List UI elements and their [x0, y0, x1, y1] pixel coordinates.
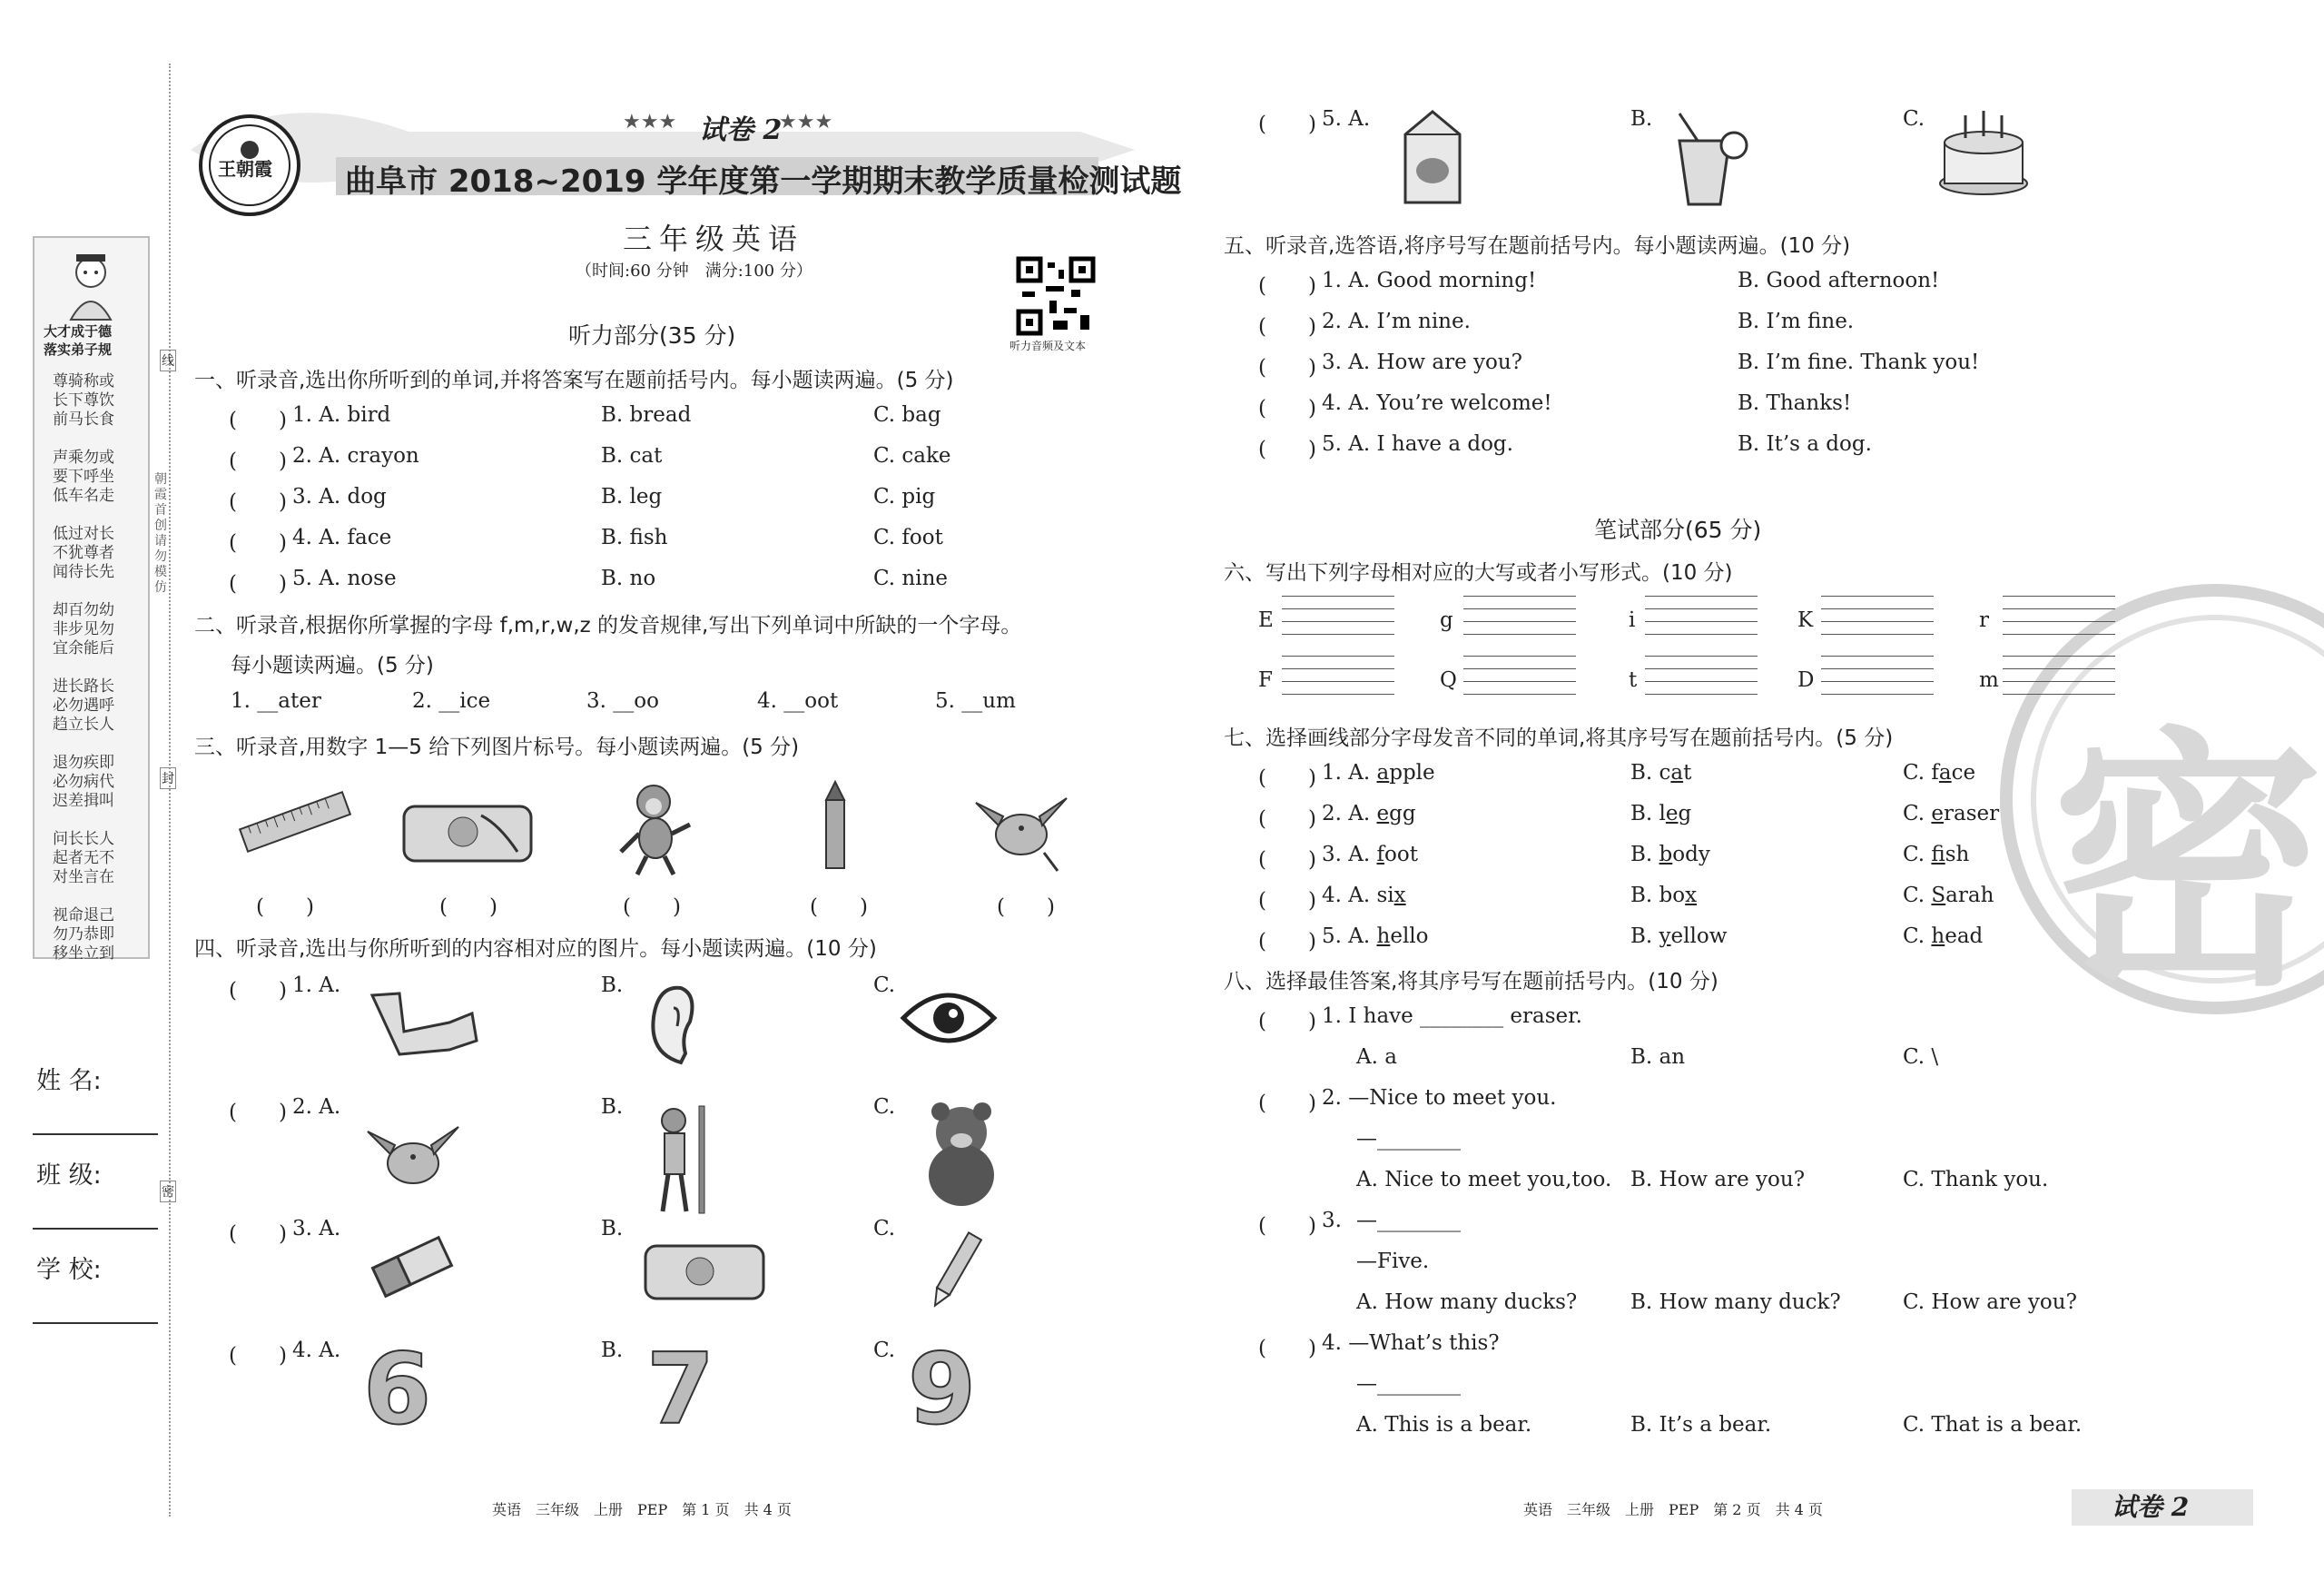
proverb-7: 问长长人 起者无不 对坐言在 — [53, 830, 114, 886]
option-b: B. an — [1630, 1045, 1686, 1069]
corner-tag: 试卷 2 — [2112, 1492, 2190, 1522]
option-a: 1. A. — [292, 973, 341, 997]
answer-bracket[interactable]: ( ) — [229, 450, 287, 473]
s5-title: 五、听录音,选答语,将序号写在题前括号内。每小题读两遍。(10 分) — [1224, 234, 1851, 258]
s7-option: B. body — [1630, 843, 1710, 866]
option-a: 5. A. — [1322, 107, 1371, 131]
proverb-4: 却百勿幼 非步见勿 宜余能后 — [53, 601, 114, 657]
s7-option: B. cat — [1630, 761, 1692, 785]
proverb-1: 尊骑称或 长下尊饮 前马长食 — [53, 372, 114, 429]
listening-title: 听力部分(35 分) — [568, 322, 736, 349]
seal-watermark-text: 密 — [2052, 706, 2324, 1023]
school-field[interactable] — [33, 1322, 158, 1324]
option-b: B. Good afternoon! — [1738, 269, 1940, 292]
class-field[interactable] — [33, 1228, 158, 1230]
option-b: B. How are you? — [1630, 1168, 1806, 1191]
option-a: A. Nice to meet you,too. — [1356, 1168, 1612, 1191]
s7-option: B. yellow — [1630, 924, 1728, 948]
answer-bracket[interactable]: ( ) — [1258, 1010, 1316, 1033]
s6-title: 六、写出下列字母相对应的大写或者小写形式。(10 分) — [1224, 561, 1733, 585]
underlined-letter: S — [1931, 884, 1946, 907]
s2-item-4[interactable]: 4. __oot — [757, 689, 839, 713]
letter: m — [1979, 668, 1999, 692]
underlined-letter: e — [1665, 802, 1679, 825]
option-a: 4. A. You’re welcome! — [1322, 391, 1552, 415]
option-a: 1. A. bird — [292, 403, 391, 427]
motto-bottom: 落实弟子规 — [44, 341, 113, 358]
letter: g — [1440, 608, 1453, 632]
option-b: B. — [601, 1217, 624, 1240]
q2-blank: —________ — [1356, 1127, 1461, 1151]
four-line-writing-grid[interactable] — [1645, 596, 1758, 654]
cake-picture — [1934, 102, 2034, 202]
arm-picture — [363, 986, 481, 1059]
option-a: 4. A. — [292, 1339, 341, 1362]
s7-option: C. fish — [1903, 843, 1970, 866]
answer-bracket[interactable]: ( ) — [1258, 1337, 1316, 1360]
q3-blank: —________ — [1356, 1209, 1461, 1232]
bear-picture — [911, 1101, 1011, 1210]
school-label: 学 校: — [36, 1256, 102, 1284]
letter: Q — [1440, 668, 1457, 692]
four-line-writing-grid[interactable] — [1463, 596, 1576, 654]
s7-option: 5. A. hello — [1322, 924, 1429, 948]
motto-top: 大才成于德 — [44, 323, 113, 340]
option-b: B. Thanks! — [1738, 391, 1852, 415]
option-c: C. — [873, 1217, 896, 1240]
option-b: B. — [601, 1339, 624, 1362]
brand-seal-text: 王朝霞 — [218, 158, 272, 180]
proverb-6: 退勿疾即 必勿病代 迟差揖叫 — [53, 754, 114, 810]
underlined-letter: a — [1938, 761, 1952, 785]
option-b: B. fish — [601, 526, 668, 549]
option-c: C. cake — [873, 444, 951, 468]
answer-bracket[interactable]: ( ) — [1258, 807, 1316, 831]
underlined-letter: f — [1931, 843, 1945, 866]
answer-bracket[interactable]: ( ) — [1258, 113, 1316, 136]
underlined-letter: h — [1376, 924, 1391, 948]
option-c: C. How are you? — [1903, 1290, 2077, 1314]
answer-bracket[interactable]: ( ) — [229, 531, 287, 555]
answer-bracket[interactable]: ( ) — [1258, 889, 1316, 913]
option-a: 5. A. I have a dog. — [1322, 432, 1513, 456]
q1-stem: 1. I have ________ eraser. — [1322, 1004, 1582, 1028]
margin-mark-line: 线 — [160, 350, 176, 371]
option-b: B. — [601, 1095, 624, 1119]
vertical-note: 朝霞首创 请勿模仿 — [154, 472, 167, 595]
proverb-3: 低过对长 不犹尊者 闻待长先 — [53, 525, 114, 581]
option-c: C. bag — [873, 403, 941, 427]
answer-bracket[interactable]: ( ) — [1258, 274, 1316, 298]
option-b: B. — [1630, 107, 1653, 131]
option-c: C. Thank you. — [1903, 1168, 2049, 1191]
digit-7-picture: 7 — [646, 1333, 715, 1447]
four-line-writing-grid[interactable] — [1282, 656, 1394, 714]
s7-option: 3. A. foot — [1322, 843, 1418, 866]
eye-picture — [899, 986, 999, 1050]
option-b: B. How many duck? — [1630, 1290, 1841, 1314]
milk-picture — [1396, 107, 1469, 207]
q3-line2: —Five. — [1356, 1250, 1430, 1273]
option-c: C. — [873, 1095, 896, 1119]
option-a: 4. A. face — [292, 526, 392, 549]
letter: i — [1629, 608, 1636, 632]
s7-option: B. leg — [1630, 802, 1692, 825]
s2-item-3[interactable]: 3. __oo — [586, 689, 659, 713]
s8-title: 八、选择最佳答案,将其序号写在题前括号内。(10 分) — [1224, 970, 1718, 993]
s2-item-5[interactable]: 5. __um — [935, 689, 1016, 713]
letter: t — [1629, 668, 1638, 692]
s7-option: B. box — [1630, 884, 1698, 907]
answer-bracket[interactable]: ( ) — [1258, 930, 1316, 954]
exam-meta: （时间:60 分钟 满分:100 分） — [576, 262, 812, 281]
four-line-writing-grid[interactable] — [1821, 596, 1934, 654]
monkey-picture — [646, 1104, 719, 1215]
page1-footer: 英语 三年级 上册 PEP 第 1 页 共 4 页 — [492, 1501, 792, 1518]
option-a: 3. A. How are you? — [1322, 351, 1523, 374]
option-c: C. — [873, 1339, 896, 1362]
qr-caption: 听力音频及文本 — [1009, 340, 1087, 352]
pencil-picture — [930, 1222, 984, 1313]
q4-blank: —________ — [1356, 1372, 1461, 1396]
answer-bracket[interactable]: ( ) — [1258, 848, 1316, 872]
s7-option: C. eraser — [1903, 802, 2000, 825]
label-bracket[interactable]: ( ) — [439, 895, 497, 919]
class-label: 班 级: — [36, 1161, 102, 1190]
letter: F — [1258, 668, 1273, 692]
eraser-picture — [367, 1235, 458, 1299]
four-line-writing-grid[interactable] — [2003, 596, 2115, 654]
crayon-picture — [808, 777, 862, 877]
option-a: 1. A. Good morning! — [1322, 269, 1537, 292]
four-line-writing-grid[interactable] — [2003, 656, 2115, 714]
exam-title: 曲阜市 2018~2019 学年度第一学期期末教学质量检测试题 — [345, 163, 1182, 200]
qr-code-icon[interactable] — [1017, 257, 1095, 335]
underlined-letter: f — [1376, 843, 1385, 866]
option-a: 2. A. I’m nine. — [1322, 310, 1471, 333]
proverb-8: 视命退己 勿乃恭即 移坐立到 — [53, 906, 114, 963]
digit-9-picture: 9 — [908, 1333, 977, 1447]
option-c: C. nine — [873, 567, 948, 590]
s3-title: 三、听录音,用数字 1—5 给下列图片标号。每小题读两遍。(5 分) — [194, 736, 800, 759]
s7-option: 2. A. egg — [1322, 802, 1416, 825]
answer-bracket[interactable]: ( ) — [229, 572, 287, 596]
option-a: 3. A. — [292, 1217, 341, 1240]
answer-bracket[interactable]: ( ) — [1258, 356, 1316, 380]
answer-bracket[interactable]: ( ) — [229, 979, 287, 1003]
option-a: 2. A. — [292, 1095, 341, 1119]
proverb-5: 进长路长 必勿遇呼 趋立长人 — [53, 677, 114, 734]
q2-stem: 2. —Nice to meet you. — [1322, 1086, 1557, 1110]
letter: K — [1797, 608, 1814, 632]
option-c: C. — [1903, 107, 1925, 131]
s1-title: 一、听录音,选出你所听到的单词,并将答案写在题前括号内。每小题读两遍。(5 分) — [194, 369, 954, 392]
label-bracket[interactable]: ( ) — [256, 895, 314, 919]
writing-title: 笔试部分(65 分) — [1594, 517, 1762, 543]
option-c: C. That is a bear. — [1903, 1413, 2083, 1437]
page2-footer: 英语 三年级 上册 PEP 第 2 页 共 4 页 — [1523, 1501, 1823, 1518]
pencil-box-picture — [641, 1240, 768, 1304]
answer-bracket[interactable]: ( ) — [229, 1344, 287, 1368]
underlined-letter: a — [1376, 761, 1390, 785]
name-field[interactable] — [33, 1133, 158, 1135]
underlined-letter: y — [1659, 924, 1671, 948]
answer-bracket[interactable]: ( ) — [1258, 397, 1316, 420]
s7-option: 1. A. apple — [1322, 761, 1435, 785]
s4-title: 四、听录音,选出与你所听到的内容相对应的图片。每小题读两遍。(10 分) — [194, 937, 877, 961]
underlined-letter: x — [1685, 884, 1698, 907]
option-a: 3. A. dog — [292, 485, 387, 509]
option-c: C. foot — [873, 526, 943, 549]
juice-picture — [1670, 109, 1752, 209]
option-a: A. How many ducks? — [1356, 1290, 1578, 1314]
s2-item-1[interactable]: 1. __ater — [231, 689, 321, 713]
s2-title: 二、听录音,根据你所掌握的字母 f,m,r,w,z 的发音规律,写出下列单词中所缺的一个字母。 — [194, 614, 1022, 637]
stars-right: ★★★ — [779, 111, 833, 133]
s2-title-cont: 每小题读两遍。(5 分) — [231, 654, 434, 677]
pencil-box-picture — [399, 797, 536, 870]
option-a: 5. A. nose — [292, 567, 397, 590]
s7-title: 七、选择画线部分字母发音不同的单词,将其序号写在题前括号内。(5 分) — [1224, 726, 1894, 750]
option-c: C. \ — [1903, 1045, 1939, 1069]
four-line-writing-grid[interactable] — [1463, 656, 1576, 714]
answer-bracket[interactable]: ( ) — [229, 1222, 287, 1246]
sidebar-proverb-panel — [33, 236, 150, 963]
answer-bracket[interactable]: ( ) — [1258, 766, 1316, 790]
option-b: B. It’s a bear. — [1630, 1413, 1772, 1437]
s7-option: C. head — [1903, 924, 1984, 948]
subject-title: 三年级英语 — [623, 222, 805, 256]
underlined-letter: a — [1670, 761, 1684, 785]
four-line-writing-grid[interactable] — [1645, 656, 1758, 714]
monkey-picture — [610, 779, 701, 879]
s7-option: C. face — [1903, 761, 1976, 785]
option-c: C. — [873, 973, 896, 997]
option-c: C. pig — [873, 485, 936, 509]
digit-6-picture: 6 — [363, 1333, 432, 1447]
underlined-letter: e — [1931, 802, 1945, 825]
option-b: B. I’m fine. — [1738, 310, 1855, 333]
four-line-writing-grid[interactable] — [1282, 596, 1394, 654]
paper-label: 试卷 2 — [699, 114, 783, 146]
option-b: B. no — [601, 567, 656, 590]
option-b: B. bread — [601, 403, 692, 427]
proverb-2: 声乘勿或 要下呼坐 低车名走 — [53, 449, 114, 505]
answer-bracket[interactable]: ( ) — [229, 409, 287, 432]
q3-stem: 3. — [1322, 1209, 1342, 1232]
option-b: B. — [601, 973, 624, 997]
s7-option: 4. A. six — [1322, 884, 1406, 907]
letter: E — [1258, 608, 1274, 632]
bird-picture — [971, 785, 1071, 875]
s2-item-2[interactable]: 2. __ice — [412, 689, 491, 713]
ruler-picture — [236, 790, 354, 854]
underlined-letter: e — [1376, 802, 1390, 825]
option-b: B. cat — [601, 444, 663, 468]
s7-option: C. Sarah — [1903, 884, 1994, 907]
four-line-writing-grid[interactable] — [1821, 656, 1934, 714]
option-b: B. I’m fine. Thank you! — [1738, 351, 1980, 374]
answer-bracket[interactable]: ( ) — [229, 1101, 287, 1124]
answer-bracket[interactable]: ( ) — [229, 490, 287, 514]
underlined-letter: x — [1393, 884, 1406, 907]
bird-picture — [363, 1113, 463, 1204]
option-b: B. leg — [601, 485, 663, 509]
name-label: 姓 名: — [36, 1067, 102, 1095]
option-a: A. a — [1356, 1045, 1397, 1069]
binding-dotted-line — [169, 64, 171, 1517]
label-bracket[interactable]: ( ) — [623, 895, 681, 919]
stars-left: ★★★ — [623, 111, 677, 133]
letter: D — [1797, 668, 1815, 692]
answer-bracket[interactable]: ( ) — [1258, 1092, 1316, 1115]
option-a: A. This is a bear. — [1356, 1413, 1532, 1437]
answer-bracket[interactable]: ( ) — [1258, 1214, 1316, 1238]
margin-mark-seal: 封 — [160, 767, 176, 789]
underlined-letter: h — [1931, 924, 1945, 948]
option-b: B. It’s a dog. — [1738, 432, 1872, 456]
label-bracket[interactable]: ( ) — [810, 895, 868, 919]
answer-bracket[interactable]: ( ) — [1258, 315, 1316, 339]
q4-stem: 4. —What’s this? — [1322, 1331, 1500, 1355]
ear-picture — [645, 981, 699, 1072]
margin-mark-secret: 密 — [160, 1181, 176, 1202]
answer-bracket[interactable]: ( ) — [1258, 438, 1316, 461]
underlined-letter: b — [1659, 843, 1673, 866]
label-bracket[interactable]: ( ) — [997, 895, 1055, 919]
letter: r — [1979, 608, 1989, 632]
option-a: 2. A. crayon — [292, 444, 419, 468]
